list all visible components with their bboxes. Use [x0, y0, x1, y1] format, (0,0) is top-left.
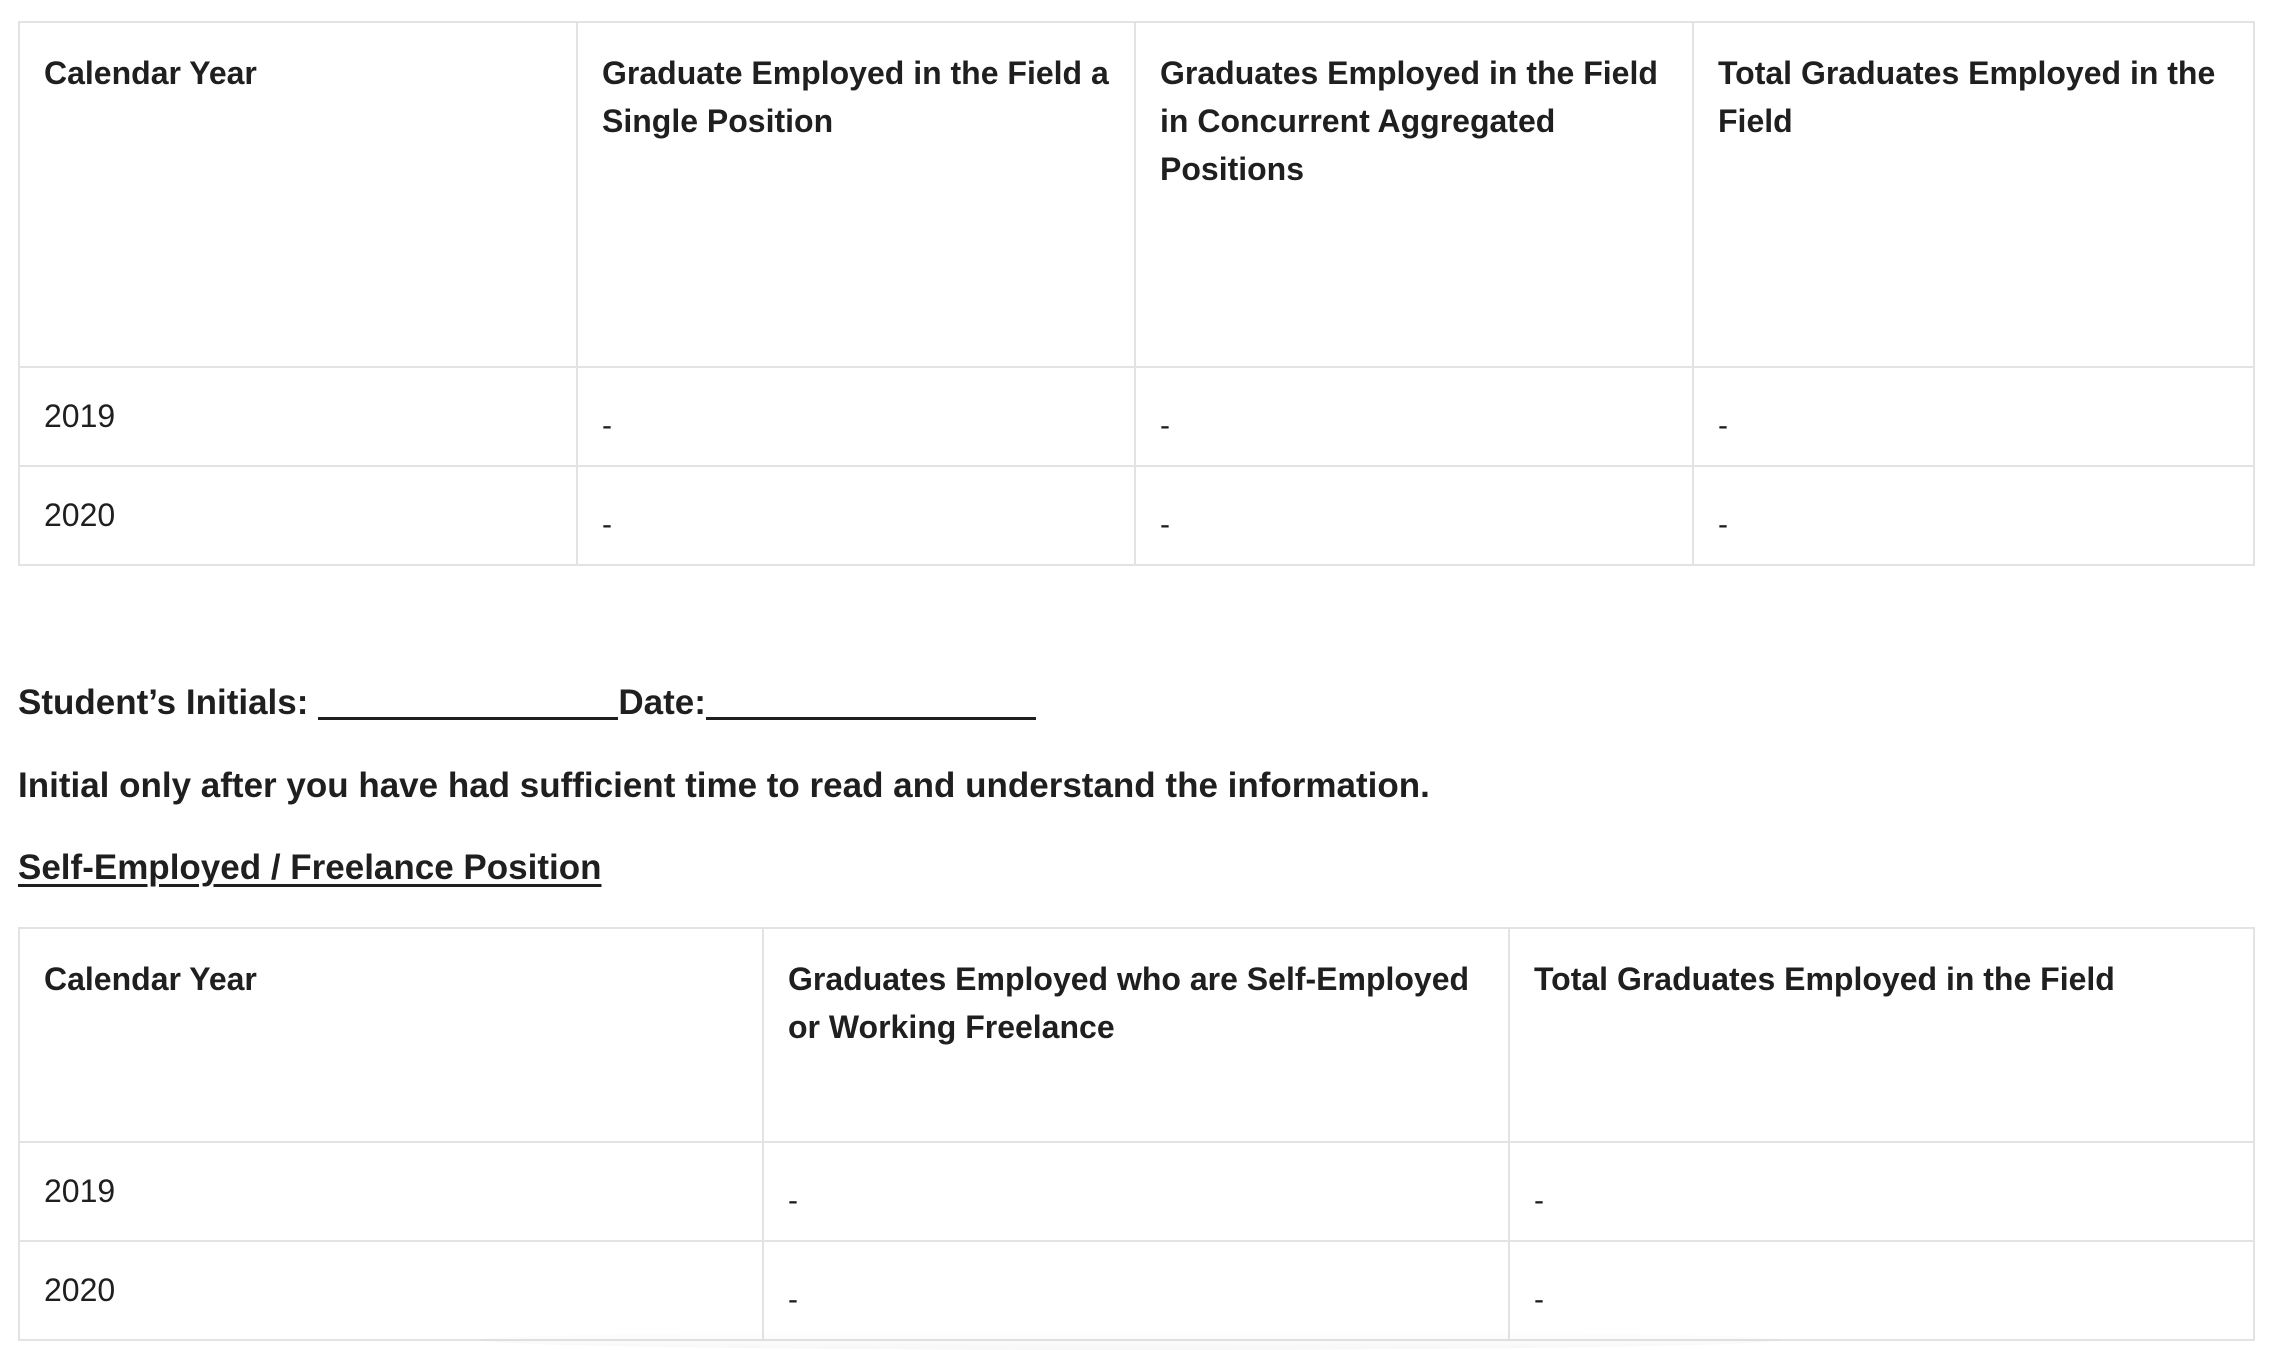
table-row: [19, 367, 2254, 466]
self-employed-heading: Self-Employed / Freelance Position: [18, 848, 602, 887]
table-header-row: [19, 928, 2254, 1142]
column-header: Graduate Employed in the Field a Single Position: [577, 22, 1135, 367]
table-cell: -: [1509, 1241, 2254, 1340]
date-label: Date:: [618, 683, 706, 722]
initials-blank-field[interactable]: [318, 681, 618, 720]
column-header: Calendar Year: [19, 928, 763, 1142]
table-cell: -: [1693, 466, 2254, 565]
table-cell-year: 2020: [19, 1241, 763, 1340]
self-employed-table: [18, 927, 2255, 1341]
table-cell: -: [1135, 367, 1693, 466]
employed-in-field-table: [18, 21, 2255, 566]
table-cell: -: [577, 466, 1135, 565]
table-cell-year: 2020: [19, 466, 577, 565]
table-cell: -: [763, 1142, 1509, 1241]
initials-date-line: [18, 679, 1036, 727]
table-row: [19, 1241, 2254, 1340]
table-row: [19, 466, 2254, 565]
table-row: [19, 1142, 2254, 1241]
table-cell: -: [1509, 1142, 2254, 1241]
table-cell: -: [763, 1241, 1509, 1340]
bottom-shadow: [480, 1330, 1780, 1350]
table-cell-year: 2019: [19, 1142, 763, 1241]
table-cell: -: [1693, 367, 2254, 466]
column-header: Total Graduates Employed in the Field: [1693, 22, 2254, 367]
table-cell-year: 2019: [19, 367, 577, 466]
initials-label: Student’s Initials:: [18, 683, 309, 722]
column-header: Graduates Employed in the Field in Concurrent Aggregated Positions: [1135, 22, 1693, 367]
table-cell: -: [1135, 466, 1693, 565]
column-header: Total Graduates Employed in the Field: [1509, 928, 2254, 1142]
column-header: Calendar Year: [19, 22, 577, 367]
table-cell: -: [577, 367, 1135, 466]
initials-instruction: Initial only after you have had sufficient time to read and understand the information.: [18, 766, 1430, 805]
column-header: Graduates Employed who are Self-Employed or Working Freelance: [763, 928, 1509, 1142]
date-blank-field[interactable]: [706, 681, 1036, 720]
table-header-row: [19, 22, 2254, 367]
